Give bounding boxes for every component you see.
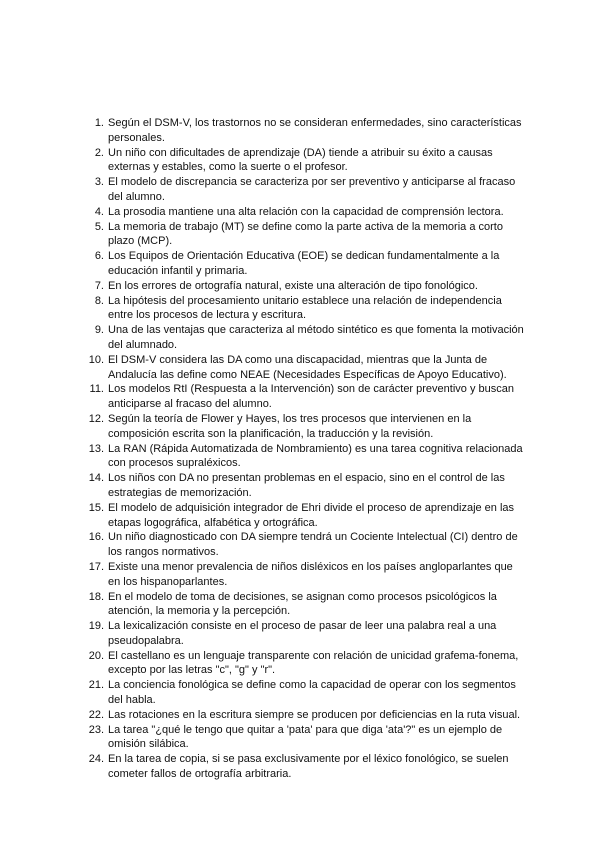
item-number: 3. [94,176,104,189]
item-number: 10. [88,353,104,366]
list-item [84,294,524,324]
item-number: 12. [88,412,104,425]
list-item [84,220,524,250]
list-item [84,442,524,472]
list-item [84,619,524,649]
item-text: La conciencia fonológica se define como la capacidad de operar con los segmentos del habla. [108,679,516,707]
item-text: Un niño con dificultades de aprendizaje (DA) tiende a atribuir su éxito a causas externas y estables, como la suerte o el profesor. [108,146,493,174]
item-number: 2. [94,146,104,159]
statement-list [84,116,524,782]
item-text: Las rotaciones en la escritura siempre se producen por deficiencias en la ruta visual. [108,708,521,721]
list-item [84,471,524,501]
item-number: 13. [88,442,104,455]
item-text: Existe una menor prevalencia de niños disléxicos en los países angloparlantes que en los hispanoparlantes. [108,560,513,588]
item-text: La memoria de trabajo (MT) se define como la parte activa de la memoria a corto plazo (MCP). [108,220,503,248]
item-number: 4. [94,205,104,218]
item-number: 23. [88,723,104,736]
item-text: Los Equipos de Orientación Educativa (EOE) se dedican fundamentalmente a la educación infantil y primaria. [108,250,500,277]
item-text: Una de las ventajas que caracteriza al método sintético es que fomenta la motivación del alumnado. [108,324,524,351]
item-number: 16. [88,531,104,544]
list-item [84,353,524,383]
item-text: Según la teoría de Flower y Hayes, los tres procesos que intervienen en la composición escrita son la planificación, la traducción y la revisión. [108,412,472,440]
list-item [84,678,524,708]
list-item [84,412,524,442]
item-text: El modelo de adquisición integrador de Ehri divide el proceso de aprendizaje en las etapas logográfica, alfabética y ortográfica. [108,501,515,529]
item-number: 24. [88,753,104,766]
item-text: El modelo de discrepancia se caracteriza por ser preventivo y anticiparse al fracaso del alumno. [108,176,516,203]
list-item [84,501,524,531]
item-number: 8. [94,294,104,307]
item-number: 9. [94,324,104,337]
list-item [84,323,524,353]
item-number: 20. [88,649,104,662]
item-text: En los errores de ortografía natural, existe una alteración de tipo fonológico. [108,279,478,292]
list-item [84,249,524,279]
list-item [84,590,524,620]
item-number: 18. [88,590,104,603]
item-text: Según el DSM-V, los trastornos no se consideran enfermedades, sino características personales. [108,117,522,144]
item-text: La lexicalización consiste en el proceso de pasar de leer una palabra real a una pseudopalabra. [108,620,497,647]
item-text: Los modelos RtI (Respuesta a la Intervención) son de carácter preventivo y buscan anticiparse al fracaso del alumno. [108,383,514,411]
item-number: 1. [94,117,104,129]
item-number: 6. [94,250,104,263]
list-item [84,560,524,590]
list-item [84,649,524,679]
item-text: La RAN (Rápida Automatizada de Nombramiento) es una tarea cognitiva relacionada con procesos supraléxicos. [108,442,523,470]
item-text: Un niño diagnosticado con DA siempre tendrá un Cociente Intelectual (CI) dentro de los rangos normativos. [108,531,518,559]
item-number: 17. [88,560,104,573]
list-item [84,723,524,753]
item-number: 11. [89,383,104,396]
list-item [84,382,524,412]
list-item [84,146,524,176]
item-number: 19. [88,620,104,633]
item-number: 7. [94,279,104,292]
item-number: 14. [88,472,104,485]
list-item [84,752,524,782]
list-item [84,708,524,723]
item-text: La prosodia mantiene una alta relación con la capacidad de comprensión lectora. [108,205,504,218]
item-text: La tarea "¿qué le tengo que quitar a 'pata' para que diga 'ata'?" es un ejemplo de omisión silábica. [108,723,503,751]
item-number: 5. [94,220,104,233]
list-item [84,116,524,146]
list-item [84,175,524,205]
item-text: El castellano es un lenguaje transparente con relación de unicidad grafema-fonema, excepto por las letras "c", "g" y "r". [108,649,519,677]
list-item [84,530,524,560]
item-text: El DSM-V considera las DA como una discapacidad, mientras que la Junta de Andalucía las define como NEAE (Necesidades Específicas de Apoyo Educativo). [108,353,507,381]
item-text: En la tarea de copia, si se pasa exclusivamente por el léxico fonológico, se suelen cometer fallos de ortografía arbitraria. [108,753,509,781]
item-number: 21. [88,679,104,692]
item-text: La hipótesis del procesamiento unitario establece una relación de independencia entre los procesos de lectura y escritura. [108,294,502,322]
item-number: 22. [88,708,104,721]
list-item [84,205,524,220]
item-number: 15. [88,501,104,514]
list-item [84,279,524,294]
item-text: Los niños con DA no presentan problemas en el espacio, sino en el control de las estrategias de memorización. [108,472,505,499]
item-text: En el modelo de toma de decisiones, se asignan como procesos psicológicos la atención, la memoria y la percepción. [108,590,497,618]
